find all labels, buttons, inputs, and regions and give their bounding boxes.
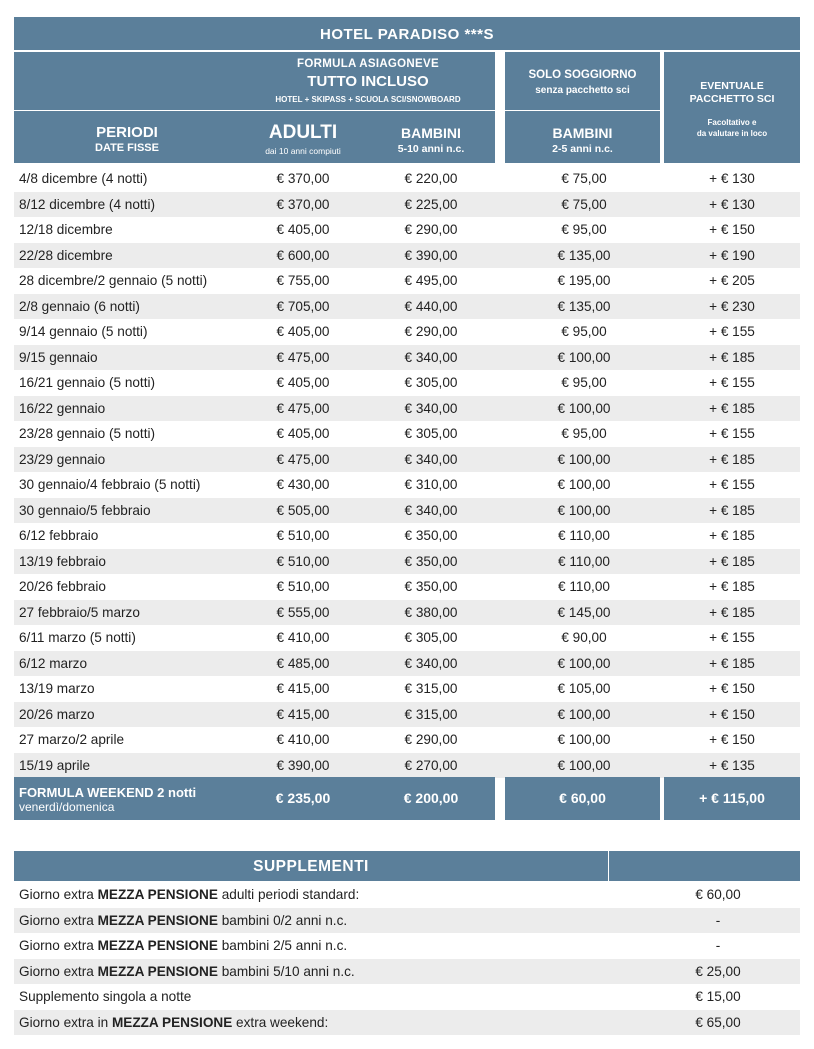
pacchetto-sci-cell: + € 185 (709, 451, 755, 467)
supplemento-row (14, 984, 800, 1010)
supplemento-label-text: Giorno extra in (19, 1014, 112, 1030)
supplemento-label-bold: MEZZA PENSIONE (97, 963, 218, 979)
adulti-cell: € 600,00 (276, 247, 330, 263)
table-row (14, 600, 800, 626)
period-cell: 6/12 febbraio (19, 528, 99, 543)
weekend-pacchetto: + € 115,00 (699, 790, 765, 806)
bambini-5-10-cell: € 340,00 (404, 451, 458, 467)
bambini-5-10-cell: € 305,00 (404, 375, 458, 390)
supplemento-row (14, 959, 800, 985)
date-fisse-label: DATE FISSE (95, 142, 159, 154)
weekend-row-solo (505, 777, 660, 820)
period-cell: 12/18 dicembre (19, 222, 113, 237)
bambini-5-10-cell: € 350,00 (404, 553, 458, 569)
pacchetto-sci-cell: + € 155 (709, 426, 755, 441)
bambini-5-10-cell: € 495,00 (404, 273, 458, 288)
bambini-2-5-cell: € 110,00 (558, 528, 610, 543)
period-cell: 30 gennaio/5 febbraio (19, 502, 151, 518)
period-cell: 2/8 gennaio (6 notti) (19, 298, 140, 314)
adulti-cell: € 410,00 (276, 630, 330, 645)
period-cell: 22/28 dicembre (19, 247, 113, 263)
supplementi-header (14, 851, 800, 881)
supplemento-label (19, 882, 359, 908)
bambini-2-5-sub: 2-5 anni n.c. (552, 143, 613, 155)
adulti-cell: € 555,00 (276, 604, 330, 620)
weekend-bambini-2-5: € 60,00 (559, 790, 606, 806)
bambini-5-10-cell: € 340,00 (404, 502, 458, 518)
pacchetto-sci-cell: + € 185 (709, 502, 755, 518)
weekend-row-pacchetto (664, 777, 800, 820)
bambini-2-5-cell: € 95,00 (561, 426, 607, 441)
page-title: HOTEL PARADISO ***S (320, 26, 494, 43)
bambini-2-5-cell: € 75,00 (561, 171, 607, 186)
bambini-2-5-cell: € 75,00 (561, 196, 607, 212)
supplemento-label-text: Supplemento singola a notte (19, 989, 192, 1004)
bambini-2-5-cell: € 195,00 (557, 273, 611, 288)
table-row (14, 676, 800, 702)
adulti-cell: € 755,00 (276, 273, 330, 288)
pacchetto-sci-cell: + € 205 (709, 273, 755, 288)
supplemento-label-bold: MEZZA PENSIONE (97, 887, 218, 902)
table-row (14, 523, 800, 549)
adulti-cell: € 415,00 (276, 706, 330, 722)
eventuale-label: EVENTUALE (700, 80, 764, 92)
table-row (14, 166, 800, 192)
pacchetto-sci-cell: + € 185 (709, 553, 755, 569)
supplementi-title: SUPPLEMENTI (253, 858, 369, 875)
pacchetto-sci-cell: + € 185 (709, 349, 755, 365)
adulti-cell: € 510,00 (276, 579, 330, 594)
period-cell: 23/29 gennaio (19, 451, 106, 467)
bambini-5-10-cell: € 305,00 (404, 426, 458, 441)
table-row (14, 370, 800, 396)
bambini-2-5-cell: € 100,00 (557, 706, 611, 722)
bambini-5-10-label: BAMBINI (401, 125, 461, 141)
pacchetto-sci-cell: + € 230 (709, 298, 755, 314)
table-row (14, 651, 800, 677)
pacchetto-sci-cell: + € 150 (709, 732, 755, 747)
bambini-5-10-cell: € 290,00 (404, 222, 458, 237)
bambini-2-5-cell: € 100,00 (557, 757, 611, 773)
supplemento-value: € 65,00 (695, 1014, 741, 1030)
supplemento-label (19, 933, 347, 959)
supplemento-row (14, 1010, 800, 1036)
weekend-sub: venerdì/domenica (19, 800, 115, 814)
formula-details: HOTEL + SKIPASS + SCUOLA SCI/SNOWBOARD (275, 95, 461, 104)
bambini-5-10-cell: € 305,00 (404, 630, 458, 645)
bambini-2-5-cell: € 95,00 (561, 324, 607, 339)
period-cell: 13/19 febbraio (19, 553, 106, 569)
pacchetto-sci-cell: + € 185 (709, 604, 755, 620)
bambini-2-5-cell: € 90,00 (561, 630, 607, 645)
table-row (14, 396, 800, 422)
supplemento-label-text: Giorno extra (19, 938, 98, 953)
adulti-cell: € 405,00 (276, 426, 330, 441)
adulti-cell: € 485,00 (276, 655, 330, 671)
header-pacchetto-sci (664, 52, 800, 163)
period-cell: 9/14 gennaio (5 notti) (19, 324, 148, 339)
bambini-5-10-cell: € 220,00 (404, 171, 458, 186)
facoltativo-label: Facoltativo e (707, 118, 757, 127)
supplemento-label (19, 984, 191, 1010)
bambini-2-5-cell: € 100,00 (557, 477, 611, 492)
bambini-5-10-cell: € 225,00 (404, 196, 458, 212)
pacchetto-sci-cell: + € 150 (709, 222, 755, 237)
supplemento-value: - (715, 912, 721, 928)
weekend-bambini-5-10: € 200,00 (403, 790, 459, 806)
adulti-cell: € 475,00 (276, 451, 330, 467)
period-cell: 16/22 gennaio (19, 400, 106, 416)
bambini-2-5-cell: € 110,00 (558, 553, 610, 569)
supplemento-value: € 25,00 (695, 963, 741, 979)
bambini-2-5-label: BAMBINI (552, 125, 613, 141)
pacchetto-sci-cell: + € 185 (709, 528, 755, 543)
supplemento-label-text: bambini 5/10 anni n.c. (217, 963, 355, 979)
bambini-2-5-cell: € 145,00 (557, 604, 611, 620)
bambini-5-10-cell: € 350,00 (404, 528, 458, 543)
bambini-2-5-cell: € 100,00 (557, 400, 611, 416)
adulti-sub: dai 10 anni compiuti (265, 146, 341, 156)
periodi-label: PERIODI (96, 124, 158, 141)
table-row (14, 702, 800, 728)
weekend-adulti: € 235,00 (275, 790, 331, 806)
bambini-2-5-cell: € 110,00 (558, 579, 610, 594)
bambini-5-10-cell: € 290,00 (404, 732, 458, 747)
period-cell: 27 marzo/2 aprile (19, 732, 125, 747)
period-cell: 6/11 marzo (5 notti) (19, 630, 136, 645)
pacchetto-sci-cell: + € 155 (709, 375, 755, 390)
supplemento-label-text: bambini 0/2 anni n.c. (217, 912, 348, 928)
pacchetto-sci-cell: + € 135 (709, 757, 755, 773)
table-row (14, 498, 800, 524)
period-cell: 16/21 gennaio (5 notti) (19, 375, 156, 390)
weekend-label: FORMULA WEEKEND 2 notti (19, 785, 197, 800)
period-cell: 20/26 febbraio (19, 579, 106, 594)
table-row (14, 574, 800, 600)
supplemento-row (14, 908, 800, 934)
bambini-5-10-cell: € 315,00 (404, 706, 458, 722)
bambini-5-10-cell: € 390,00 (404, 247, 458, 263)
period-cell: 6/12 marzo (19, 655, 88, 671)
weekend-row-left (14, 777, 495, 820)
bambini-2-5-cell: € 100,00 (557, 349, 611, 365)
pacchetto-sci-cell: + € 155 (709, 324, 755, 339)
bambini-2-5-cell: € 135,00 (557, 247, 611, 263)
bambini-2-5-cell: € 95,00 (561, 375, 607, 390)
title-bar (14, 17, 800, 50)
table-row (14, 753, 800, 779)
supplemento-label-text: Giorno extra (19, 912, 98, 928)
supplemento-row (14, 933, 800, 959)
table-row (14, 472, 800, 498)
solo-soggiorno-sub: senza pacchetto sci (535, 85, 630, 96)
pacchetto-sci-cell: + € 185 (709, 579, 755, 594)
adulti-cell: € 405,00 (276, 222, 330, 237)
adulti-cell: € 705,00 (276, 298, 330, 314)
period-cell: 30 gennaio/4 febbraio (5 notti) (19, 477, 201, 492)
header-solo-soggiorno (505, 52, 660, 163)
bambini-5-10-cell: € 310,00 (404, 477, 458, 492)
adulti-cell: € 505,00 (276, 502, 330, 518)
table-row (14, 268, 800, 294)
formula-tutto-incluso: TUTTO INCLUSO (307, 73, 429, 90)
adulti-cell: € 405,00 (276, 375, 330, 390)
adulti-cell: € 475,00 (276, 400, 330, 416)
adulti-cell: € 405,00 (276, 324, 330, 339)
supplemento-label-bold: MEZZA PENSIONE (97, 938, 218, 953)
adulti-cell: € 415,00 (276, 681, 330, 696)
supplemento-label-text: Giorno extra (19, 887, 98, 902)
bambini-5-10-cell: € 270,00 (404, 757, 458, 773)
bambini-2-5-cell: € 100,00 (557, 502, 611, 518)
supplemento-label-text: Giorno extra (19, 963, 98, 979)
pacchetto-sci-cell: + € 130 (709, 171, 755, 186)
adulti-cell: € 510,00 (276, 553, 330, 569)
supplemento-label (19, 959, 355, 985)
adulti-cell: € 370,00 (276, 171, 330, 186)
supplemento-label-text: extra weekend: (232, 1014, 329, 1030)
table-row (14, 727, 800, 753)
supplemento-label (19, 1010, 328, 1036)
period-cell: 27 febbraio/5 marzo (19, 604, 140, 620)
table-row (14, 549, 800, 575)
header-columns-left (14, 111, 495, 163)
bambini-2-5-cell: € 95,00 (561, 222, 607, 237)
table-row (14, 217, 800, 243)
period-cell: 28 dicembre/2 gennaio (5 notti) (19, 273, 208, 288)
bambini-5-10-sub: 5-10 anni n.c. (397, 143, 465, 155)
table-row (14, 345, 800, 371)
pacchetto-sci-cell: + € 185 (709, 655, 755, 671)
table-row (14, 319, 800, 345)
period-cell: 13/19 marzo (19, 681, 95, 696)
adulti-cell: € 475,00 (276, 349, 330, 365)
bambini-2-5-cell: € 100,00 (557, 655, 611, 671)
table-row (14, 294, 800, 320)
table-row (14, 625, 800, 651)
bambini-5-10-cell: € 350,00 (404, 579, 458, 594)
period-cell: 8/12 dicembre (4 notti) (19, 196, 156, 212)
bambini-2-5-cell: € 100,00 (557, 451, 611, 467)
supplemento-label-text: adulti periodi standard: (217, 887, 360, 902)
adulti-cell: € 430,00 (276, 477, 330, 492)
period-cell: 4/8 dicembre (4 notti) (19, 171, 148, 186)
bambini-2-5-cell: € 105,00 (557, 681, 611, 696)
pacchetto-sci-cell: + € 155 (709, 630, 755, 645)
period-cell: 20/26 marzo (19, 706, 95, 722)
adulti-label: ADULTI (268, 122, 338, 143)
period-cell: 15/19 aprile (19, 757, 91, 773)
table-row (14, 421, 800, 447)
bambini-5-10-cell: € 440,00 (404, 298, 458, 314)
pacchetto-sci-label: PACCHETTO SCI (689, 93, 775, 105)
supplemento-value: € 15,00 (695, 989, 741, 1004)
adulti-cell: € 510,00 (276, 528, 330, 543)
bambini-5-10-cell: € 290,00 (404, 324, 458, 339)
period-cell: 9/15 gennaio (19, 349, 98, 365)
adulti-cell: € 370,00 (276, 196, 330, 212)
supplemento-row (14, 882, 800, 908)
supplemento-value: € 60,00 (695, 887, 741, 902)
pacchetto-sci-cell: + € 185 (709, 400, 755, 416)
bambini-5-10-cell: € 340,00 (404, 349, 458, 365)
period-cell: 23/28 gennaio (5 notti) (19, 426, 156, 441)
pacchetto-sci-cell: + € 190 (709, 247, 755, 263)
bambini-5-10-cell: € 315,00 (404, 681, 458, 696)
adulti-cell: € 390,00 (276, 757, 330, 773)
pacchetto-sci-cell: + € 130 (709, 196, 755, 212)
pacchetto-sci-cell: + € 150 (709, 681, 755, 696)
bambini-5-10-cell: € 380,00 (404, 604, 458, 620)
supplemento-label-text: bambini 2/5 anni n.c. (217, 938, 348, 953)
da-valutare-label: da valutare in loco (696, 129, 768, 138)
formula-label: FORMULA ASIAGONEVE (297, 58, 439, 70)
header-formula (14, 52, 495, 110)
supplemento-label-bold: MEZZA PENSIONE (111, 1014, 233, 1030)
supplemento-label (19, 908, 347, 934)
adulti-cell: € 410,00 (276, 732, 330, 747)
supplemento-value: - (715, 938, 721, 953)
bambini-5-10-cell: € 340,00 (404, 400, 458, 416)
bambini-2-5-cell: € 100,00 (557, 732, 611, 747)
table-row (14, 192, 800, 218)
supplemento-label-bold: MEZZA PENSIONE (97, 912, 218, 928)
bambini-2-5-cell: € 135,00 (557, 298, 611, 314)
table-row (14, 243, 800, 269)
pacchetto-sci-cell: + € 150 (709, 706, 755, 722)
pacchetto-sci-cell: + € 155 (709, 477, 755, 492)
bambini-5-10-cell: € 340,00 (404, 655, 458, 671)
table-row (14, 447, 800, 473)
solo-soggiorno-label: SOLO SOGGIORNO (528, 69, 637, 81)
